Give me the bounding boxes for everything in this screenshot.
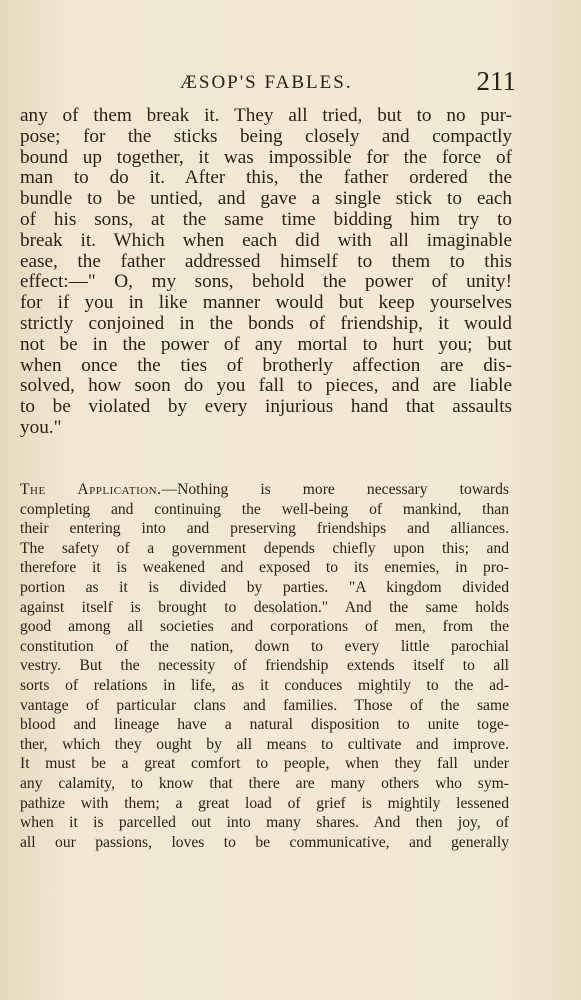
text-line: any of them break it. They all tried, but to no pur- (20, 106, 512, 126)
text-line: good among all societies and corporations of men, from the (20, 618, 509, 636)
text-line: blood and lineage have a natural disposition to unite toge- (20, 716, 509, 734)
text-line: It must be a great comfort to people, when they fall under (20, 755, 509, 773)
text-line: ease, the father addressed himself to them to this (20, 251, 512, 272)
running-title: ÆSOP'S FABLES. (180, 72, 353, 93)
text-line: all our passions, loves to be communicative, and generally (20, 833, 509, 851)
text-line: ther, which they ought by all means to cultivate and improve. (20, 735, 509, 753)
text-line: solved, how soon do you fall to pieces, and are liable (20, 376, 512, 397)
text-line: bundle to be untied, and gave a single stick to each (20, 189, 512, 210)
text-line: The safety of a government depends chiefly upon this; and (20, 539, 509, 557)
page-header (20, 66, 516, 100)
text-line: break it. Which when each did with all imaginable (20, 230, 512, 251)
application-paragraph (20, 480, 509, 852)
text-line: not be in the power of any mortal to hurt you; but (20, 334, 512, 355)
text-line: strictly conjoined in the bonds of friendship, it would (20, 313, 512, 334)
text-line: vantage of particular clans and families. Those of the same (20, 696, 509, 714)
text-line: when once the ties of brotherly affection are dis- (20, 355, 512, 376)
text-line: of his sons, at the same time bidding him try to (20, 209, 512, 230)
text-line: against itself is brought to desolation." And the same holds (20, 598, 509, 616)
text-line: pose; for the sticks being closely and compactly (20, 126, 512, 147)
text-line: to be violated by every injurious hand that assaults (20, 397, 512, 418)
text-line: portion as it is divided by parties. "A kingdom divided (20, 578, 509, 596)
text-line: their entering into and preserving friendships and alliances. (20, 520, 509, 538)
text-line: for if you in like manner would but keep yourselves (20, 293, 512, 314)
text-line: you." (20, 417, 62, 438)
text-line: vestry. But the necessity of friendship extends itself to all (20, 657, 509, 675)
application-heading: The Application. (20, 481, 162, 498)
text-line: constitution of the nation, down to every little parochial (20, 637, 509, 655)
text-line: therefore it is weakened and exposed to its enemies, in pro- (20, 559, 509, 577)
story-paragraph (20, 106, 512, 439)
text-line: completing and continuing the well-being of mankind, than (20, 500, 509, 518)
application-first-line (20, 480, 509, 500)
text-line: bound up together, it was impossible for the force of (20, 147, 512, 168)
text-line: sorts of relations in life, as it conduces mightily to the ad- (20, 676, 509, 694)
text-line: any calamity, to know that there are many others who sym- (20, 774, 509, 792)
text-line: man to do it. After this, the father ordered the (20, 168, 512, 189)
application-first-line-text: —Nothing is more necessary towards (161, 481, 509, 498)
text-line: pathize with them; a great load of grief is mightily lessened (20, 794, 509, 812)
text-line: effect:—" O, my sons, behold the power of unity! (20, 272, 512, 293)
text-line: when it is parcelled out into many shares. And then joy, of (20, 814, 509, 832)
page-number: 211 (476, 66, 516, 96)
